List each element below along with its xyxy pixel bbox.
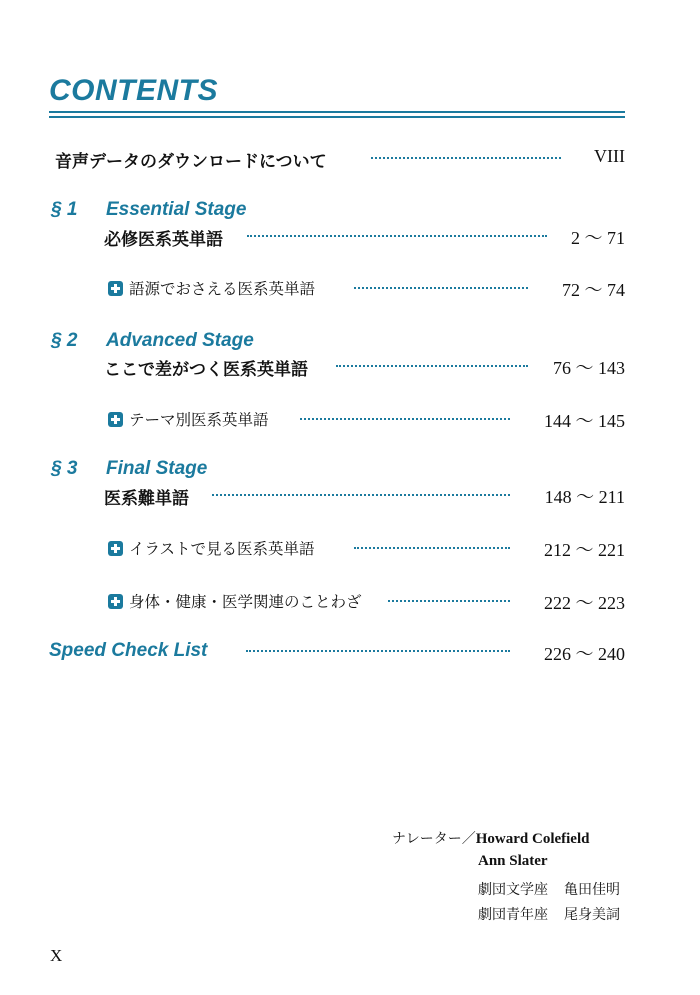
toc-page-section-3-main: 148 ～ 211 <box>544 487 625 507</box>
troupe-member: 亀田佳明 <box>564 882 620 898</box>
leader-dots <box>371 157 561 159</box>
toc-entry-speed-check[interactable]: Speed Check List <box>49 640 208 661</box>
narrator-name: Ann Slater <box>478 853 548 869</box>
leader-dots <box>336 365 528 367</box>
plus-shield-icon <box>108 412 123 427</box>
section-name: Advanced Stage <box>106 330 254 351</box>
troupe-member: 尾身美詞 <box>564 907 620 923</box>
leader-dots <box>354 287 528 289</box>
plus-shield-icon <box>108 541 123 556</box>
subentry-label: テーマ別医系英単語 <box>129 411 269 429</box>
section-number: § 2 <box>51 330 78 351</box>
section-3-heading <box>51 458 207 480</box>
toc-entry-download-label[interactable]: 音声データのダウンロードについて <box>55 152 327 172</box>
toc-page-speed-check: 226 ～ 240 <box>544 644 625 664</box>
toc-entry-section-1-main[interactable]: 必修医系英単語 <box>104 230 223 250</box>
section-name: Essential Stage <box>106 199 247 220</box>
subentry-label: 身体・健康・医学関連のことわざ <box>129 593 362 611</box>
leader-dots <box>246 650 510 652</box>
page-number: X <box>50 946 63 965</box>
section-number: § 1 <box>51 199 78 220</box>
leader-dots <box>300 418 510 420</box>
toc-subentry-themed[interactable] <box>108 408 269 430</box>
credit-troupe-line <box>478 879 620 899</box>
plus-shield-icon <box>108 281 123 296</box>
page-title: CONTENTS <box>49 74 218 107</box>
section-1-heading <box>51 199 246 221</box>
leader-dots <box>354 547 510 549</box>
toc-subentry-etymology[interactable] <box>108 277 315 299</box>
subentry-label: 語源でおさえる医系英単語 <box>129 280 316 298</box>
toc-entry-section-2-main[interactable]: ここで差がつく医系英単語 <box>104 360 308 380</box>
leader-dots <box>212 494 510 496</box>
toc-subentry-proverbs[interactable] <box>108 590 362 612</box>
toc-page-illustrated: 212 ～ 221 <box>544 540 625 560</box>
credit-troupe-line <box>478 904 620 924</box>
plus-shield-icon <box>108 594 123 609</box>
toc-page-section-1-main: 2 ～ 71 <box>571 228 625 248</box>
troupe-org: 劇団青年座 <box>478 907 548 923</box>
toc-entry-download-page: VIII <box>594 146 625 166</box>
title-rule-upper <box>49 111 625 113</box>
toc-subentry-illustrated[interactable] <box>108 537 315 559</box>
toc-page-section-2-main: 76 ～ 143 <box>553 358 625 378</box>
toc-page-proverbs: 222 ～ 223 <box>544 593 625 613</box>
section-name: Final Stage <box>106 458 208 479</box>
leader-dots <box>247 235 547 237</box>
credit-role: ナレーター／ <box>392 831 476 847</box>
leader-dots <box>388 600 510 602</box>
toc-entry-section-3-main[interactable]: 医系難単語 <box>104 489 189 509</box>
toc-page-etymology: 72 ～ 74 <box>562 280 625 300</box>
subentry-label: イラストで見る医系英単語 <box>129 540 315 558</box>
section-number: § 3 <box>51 458 78 479</box>
credit-narrator-line <box>392 828 589 848</box>
section-2-heading <box>51 330 254 352</box>
title-rule-lower <box>49 116 625 118</box>
narrator-name: Howard Colefield <box>475 831 590 847</box>
troupe-org: 劇団文学座 <box>478 882 548 898</box>
toc-page-themed: 144 ～ 145 <box>544 411 625 431</box>
